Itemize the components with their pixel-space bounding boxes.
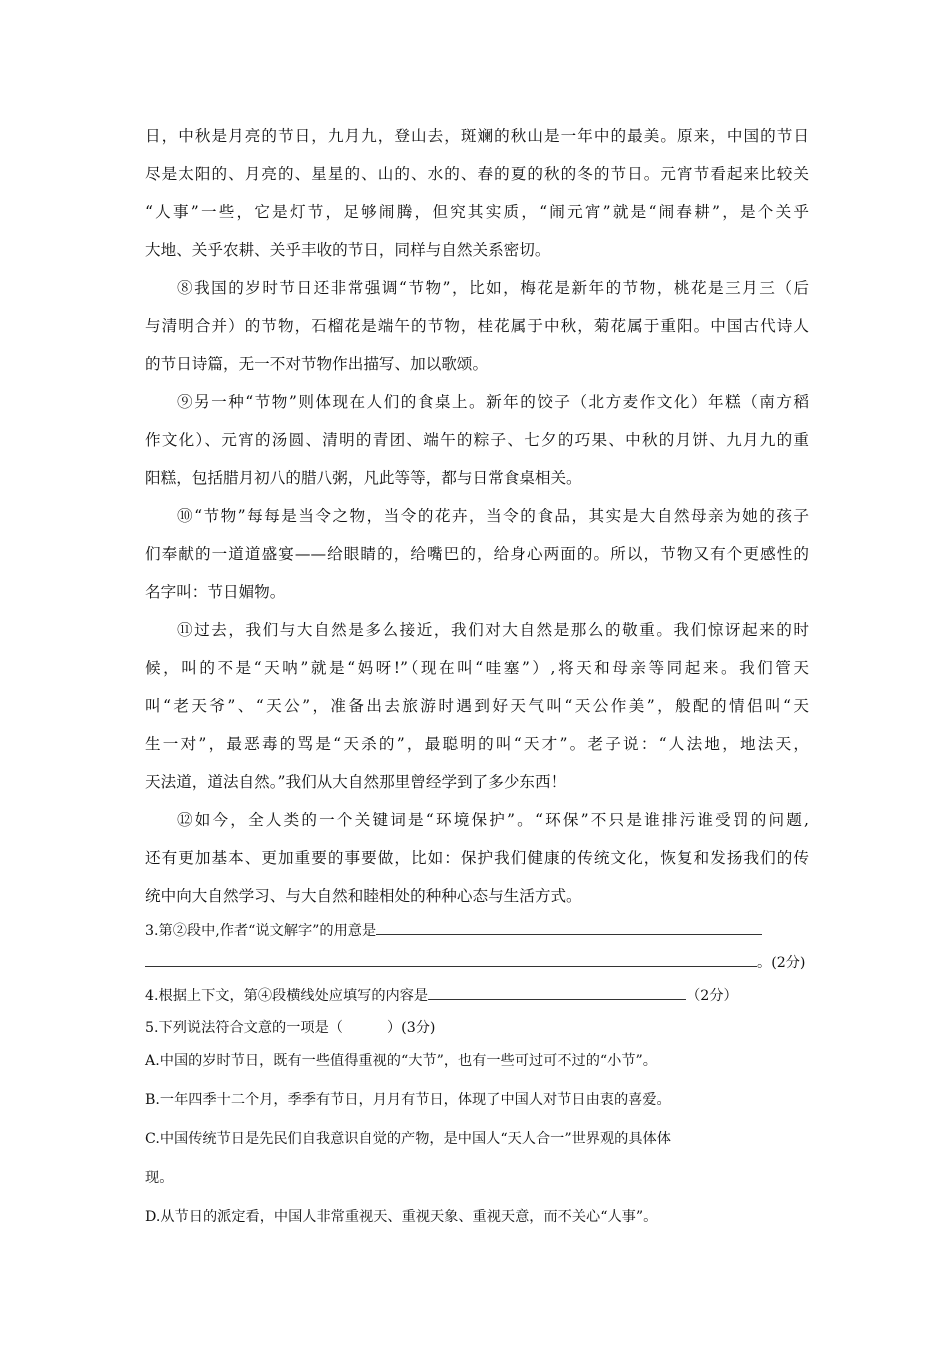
- question-5-option-a: A.中国的岁时节日，既有一些值得重视的“大节”，也有一些可过可不过的“小节”。: [145, 1053, 657, 1069]
- question-5-option-c-line-1: C.中国传统节日是先民们自我意识自觉的产物，是中国人“天人合一”世界观的具体体: [145, 1131, 671, 1147]
- paragraph-8-line-1: ⑧我国的岁时节日还非常强调“节物”，比如，梅花是新年的节物，桃花是三月三（后: [177, 279, 809, 297]
- question-4-score: （2分）: [686, 988, 738, 1004]
- paragraph-11-line-5: 天法道，道法自然。”我们从大自然那里曾经学到了多少东西！: [145, 773, 567, 791]
- question-5-stem-end: ）(3分): [386, 1020, 436, 1036]
- question-3: [145, 920, 809, 941]
- paragraph-11-line-4: 生一对”，最恶毒的骂是“天杀的”，最聪明的叫“天才”。老子说：“人法地，地法天，: [145, 735, 809, 753]
- paragraph-9-line-3: 阳糕，包括腊月初八的腊八粥，凡此等等，都与日常食桌相关。: [145, 469, 582, 487]
- paragraph-12-line-3: 统中向大自然学习、与大自然和睦相处的种种心态与生活方式。: [145, 887, 582, 905]
- question-5-stem: [145, 1018, 809, 1038]
- paragraph-7-line-4: 大地、关乎农耕、关乎丰收的节日，同样与自然关系密切。: [145, 241, 551, 259]
- paragraph-9-line-1: ⑨另一种“节物”则体现在人们的食桌上。新年的饺子（北方麦作文化）年糕（南方稻: [177, 393, 809, 411]
- question-5-option-d: D.从节日的派定看，中国人非常重视天、重视天象、重视天意，而不关心“人事”。: [145, 1209, 658, 1225]
- question-4: [145, 985, 809, 1006]
- paragraph-10-line-2: 们奉献的一道道盛宴——给眼睛的，给嘴巴的，给身心两面的。所以，节物又有个更感性的: [145, 545, 809, 563]
- paragraph-10-line-1: ⑩“节物”每每是当令之物，当令的花卉，当令的食品，其实是大自然母亲为她的孩子: [177, 507, 809, 525]
- question-4-answer-blank[interactable]: [428, 985, 686, 1000]
- paragraph-10-line-3: 名字叫：节日媚物。: [145, 583, 286, 601]
- question-5-stem-text: 5.下列说法符合文意的一项是（: [145, 1020, 343, 1036]
- paragraph-8-line-2: 与清明合并）的节物，石榴花是端午的节物，桂花属于中秋，菊花属于重阳。中国古代诗人: [145, 317, 809, 335]
- paragraph-7-line-2: 尽是太阳的、月亮的、星星的、山的、水的、春的夏的秋的冬的节日。元宵节看起来比较关: [145, 165, 809, 183]
- paragraph-7-line-1: 日，中秋是月亮的节日，九月九，登山去，斑斓的秋山是一年中的最美。原来，中国的节日: [145, 127, 809, 145]
- question-3-text: 3.第②段中,作者“说文解字”的用意是: [145, 923, 377, 939]
- paragraph-7-line-3: “人事”一些，它是灯节，足够闹腾，但究其实质，“闹元宵”就是“闹春耕”，是个关乎: [145, 203, 809, 221]
- question-3-answer-blank-2[interactable]: [145, 952, 757, 967]
- paragraph-9-line-2: 作文化）、元宵的汤圆、清明的青团、端午的粽子、七夕的巧果、中秋的月饼、九月九的重: [145, 431, 809, 449]
- paragraph-11-line-2: 候，叫的不是“天呐”就是“妈呀!”（现在叫“哇塞”）,将天和母亲等同起来。我们管天: [145, 659, 809, 677]
- question-5-option-b: B.一年四季十二个月，季季有节日，月月有节日，体现了中国人对节日由衷的喜爱。: [145, 1092, 671, 1108]
- question-3-continued: [145, 952, 809, 973]
- paragraph-11-line-3: 叫“老天爷”、“天公”，准备出去旅游时遇到好天气叫“天公作美”，般配的情侣叫“天: [145, 697, 809, 715]
- question-5-option-c-line-2: 现。: [145, 1170, 174, 1186]
- paragraph-8-line-3: 的节日诗篇，无一不对节物作出描写、加以歌颂。: [145, 355, 489, 373]
- paragraph-12-line-1: ⑫如今，全人类的一个关键词是“环境保护”。“环保”不只是谁排污谁受罚的问题,: [177, 811, 809, 829]
- paragraph-11-line-1: ⑪过去，我们与大自然是多么接近，我们对大自然是那么的敬重。我们惊讶起来的时: [177, 621, 809, 639]
- question-4-text: 4.根据上下文，第④段横线处应填写的内容是: [145, 988, 429, 1004]
- question-3-score: 。(2分): [757, 955, 806, 971]
- paragraph-12-line-2: 还有更加基本、更加重要的事要做，比如：保护我们健康的传统文化，恢复和发扬我们的传: [145, 849, 809, 867]
- question-3-answer-blank-1[interactable]: [376, 920, 762, 935]
